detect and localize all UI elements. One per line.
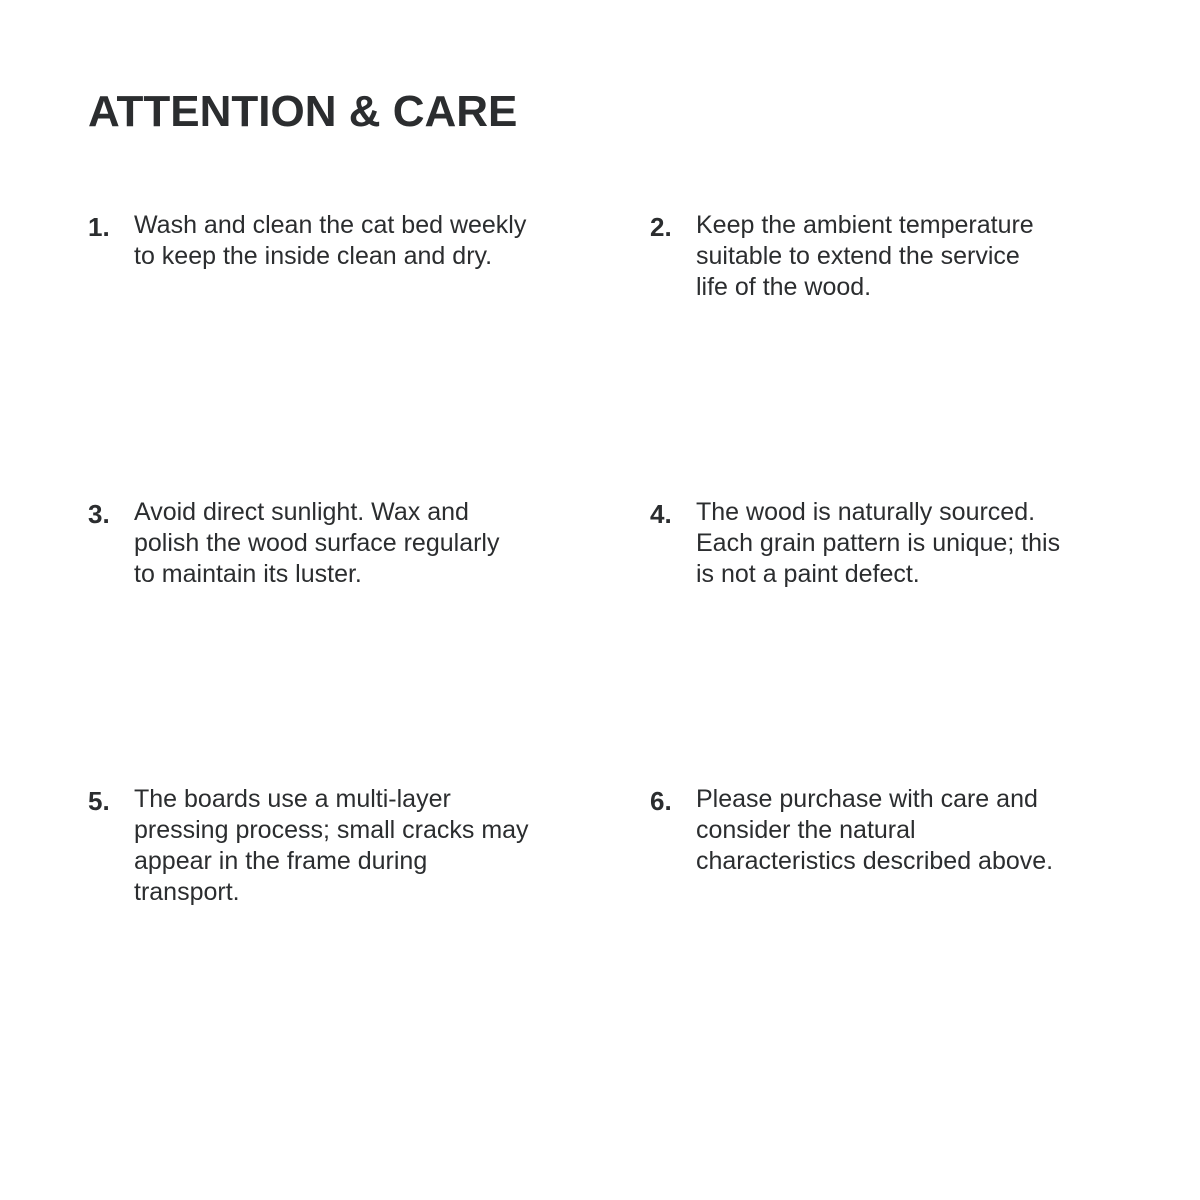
note-number: 2. [650,212,672,242]
note-text: The wood is naturally sourced. Each grain pattern is unique; this is not a paint defect. [696,498,1061,588]
note-number: 3. [88,499,110,529]
note-number: 6. [650,786,672,816]
note-number: 5. [88,786,110,816]
note-text: Keep the ambient temperature suitable to extend the service life of the wood. [696,211,1034,301]
note-number: 4. [650,499,672,529]
note-number: 1. [88,212,110,242]
page-title: ATTENTION & CARE [88,87,518,136]
note-text: Please purchase with care and consider the natural characteristics described above. [696,785,1054,875]
note-text: The boards use a multi-layer pressing process; small cracks may appear in the frame during transport. [134,785,529,906]
note-text: Avoid direct sunlight. Wax and polish the wood surface regularly to maintain its luster. [134,498,500,588]
note-text: Wash and clean the cat bed weekly to keep the inside clean and dry. [134,211,527,270]
